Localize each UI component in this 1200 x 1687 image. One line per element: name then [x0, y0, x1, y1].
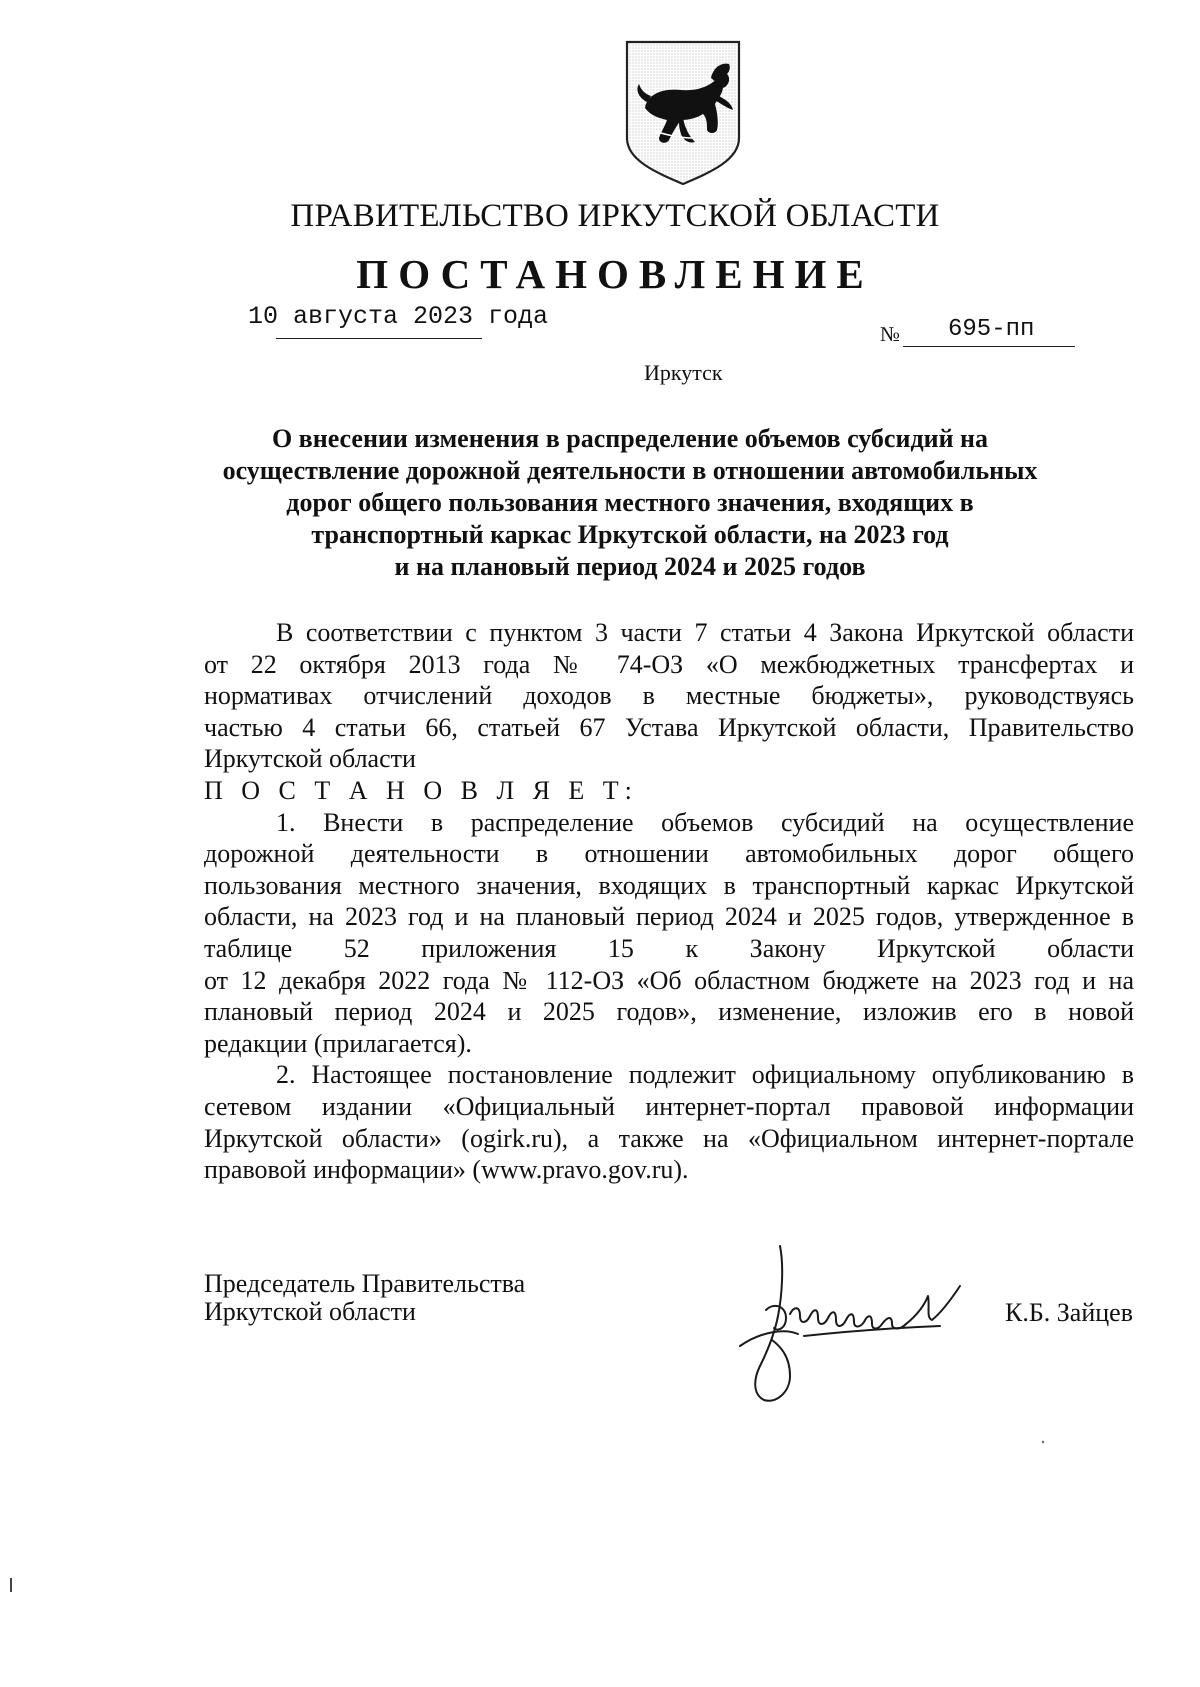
preamble-line: нормативах отчислений доходов в местные бюджеты», руководствуясь — [204, 681, 1134, 711]
subject-line: дорог общего пользования местного значения, входящих в — [286, 488, 974, 517]
item1-line: от 12 декабря 2022 года № 112-ОЗ «Об областном бюджете на 2023 год и на — [204, 965, 1134, 995]
document-date: 10 августа 2023 года — [248, 302, 549, 331]
handwritten-signature-icon — [720, 1236, 1010, 1406]
preamble-line: Иркутской области — [204, 744, 416, 774]
decree-word: П О С Т А Н О В Л Я Е Т: — [204, 775, 638, 805]
subject-line: и на плановый период 2024 и 2025 годов — [394, 552, 866, 581]
subject-line: О внесении изменения в распределение объемов субсидий на — [271, 424, 989, 453]
item1-line: 1. Внести в распределение объемов субсидий на осуществление — [276, 807, 1134, 837]
signatory-position — [204, 1270, 525, 1326]
item1-line: таблице 52 приложения 15 к Закону Иркутской области — [204, 933, 1134, 963]
item1-line: редакции (прилагается). — [204, 1028, 472, 1058]
preamble-line: В соответствии с пунктом 3 части 7 статьи 4 Закона Иркутской области — [276, 618, 1134, 647]
subject-line: транспортный каркас Иркутской области, на 2023 год — [311, 520, 949, 549]
position-line: Иркутской области — [204, 1297, 416, 1326]
item1-line: плановый период 2024 и 2025 годов», изменение, изложив его в новой — [204, 997, 1134, 1027]
preamble-line: от 22 октября 2013 года № 74-ОЗ «О межбюджетных трансфертах и — [204, 649, 1134, 679]
document-body — [204, 617, 1134, 1186]
item2-line: сетевом издании «Официальный интернет-портал правовой информации — [204, 1091, 1134, 1121]
item2-line: правовой информации» (www.pravo.gov.ru). — [204, 1155, 689, 1185]
subject-line: осуществление дорожной деятельности в отношении автомобильных — [222, 456, 1038, 485]
item2-line: Иркутской области» (ogirk.ru), а также на «Официальном интернет-портале — [204, 1123, 1134, 1153]
item1-line: дорожной деятельности в отношении автомобильных дорог общего — [204, 839, 1134, 869]
document-number: 695-пп — [948, 316, 1035, 343]
coat-of-arms-icon — [623, 38, 743, 186]
date-underline — [276, 338, 482, 339]
number-sign: № — [880, 322, 901, 346]
document-subject — [200, 423, 1060, 583]
item2-line: 2. Настоящее постановление подлежит официальному опубликованию в — [276, 1060, 1134, 1090]
government-name: ПРАВИТЕЛЬСТВО ИРКУТСКОЙ ОБЛАСТИ — [290, 198, 940, 234]
item1-line: области, на 2023 год и на плановый период 2024 и 2025 годов, утвержденное в — [204, 902, 1134, 932]
signer-name: К.Б. Зайцев — [1005, 1298, 1133, 1327]
preamble-line: частью 4 статьи 66, статьей 67 Устава Иркутской области, Правительство — [204, 712, 1134, 742]
number-underline — [903, 346, 1075, 347]
document-type-heading: ПОСТАНОВЛЕНИЕ — [356, 251, 874, 297]
city-name: Иркутск — [644, 360, 723, 385]
position-line: Председатель Правительства — [204, 1269, 526, 1298]
item1-line: пользования местного значения, входящих в транспортный каркас Иркутской — [204, 870, 1134, 900]
